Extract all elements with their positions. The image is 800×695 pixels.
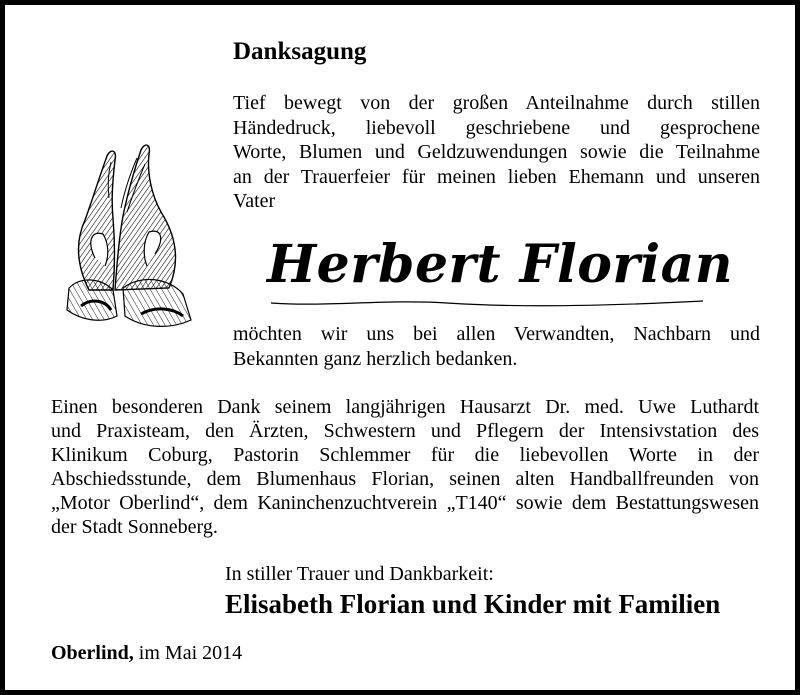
intro-line: Händedruck, liebevoll geschriebene und gesprochene — [233, 116, 760, 139]
notice-heading: Danksagung — [233, 38, 367, 65]
special-thanks-paragraph — [51, 395, 759, 539]
praying-hands-icon — [51, 138, 201, 333]
name-underline-flourish — [267, 297, 707, 309]
intro-line: Worte, Blumen und Geldzuwendungen sowie die Teilnahme — [233, 141, 760, 163]
place-name: Oberlind, — [51, 642, 134, 664]
signers-line: Elisabeth Florian und Kinder mit Familien — [225, 589, 721, 619]
special-thanks-line: Klinikum Coburg, Pastorin Schlemmer für die liebevollen Worte in der — [51, 444, 759, 466]
closing-line: In stiller Trauer und Dankbarkeit: — [225, 563, 494, 585]
special-thanks-line: Einen besonderen Dank seinem langjährigen Hausarzt Dr. med. Uwe Luthardt — [51, 396, 759, 418]
thanks-paragraph — [233, 322, 760, 372]
thanks-line: möchten wir uns bei allen Verwandten, Nachbarn und — [233, 323, 760, 345]
special-thanks-line: und Praxisteam, den Ärzten, Schwestern und Pflegern der Intensivstation des — [51, 420, 759, 442]
special-thanks-line: der Stadt Sonneberg. — [51, 516, 218, 538]
notice-date: im Mai 2014 — [133, 642, 243, 664]
special-thanks-line: „Motor Oberlind“, dem Kaninchenzuchtverein „T140“ sowie dem Bestattungswesen — [51, 492, 759, 514]
intro-line: Vater — [233, 190, 276, 212]
thanks-line: Bekannten ganz herzlich bedanken. — [233, 348, 518, 370]
intro-line: an der Trauerfeier für meinen lieben Ehemann und unseren — [233, 165, 760, 188]
intro-paragraph — [233, 91, 760, 214]
special-thanks-line: Abschiedsstunde, dem Blumenhaus Florian, seinen alten Handballfreunden von — [51, 468, 759, 490]
deceased-name: Herbert Florian — [267, 234, 734, 295]
place-date-line — [51, 641, 242, 665]
intro-line: Tief bewegt von der großen Anteilnahme durch stillen — [233, 92, 760, 114]
